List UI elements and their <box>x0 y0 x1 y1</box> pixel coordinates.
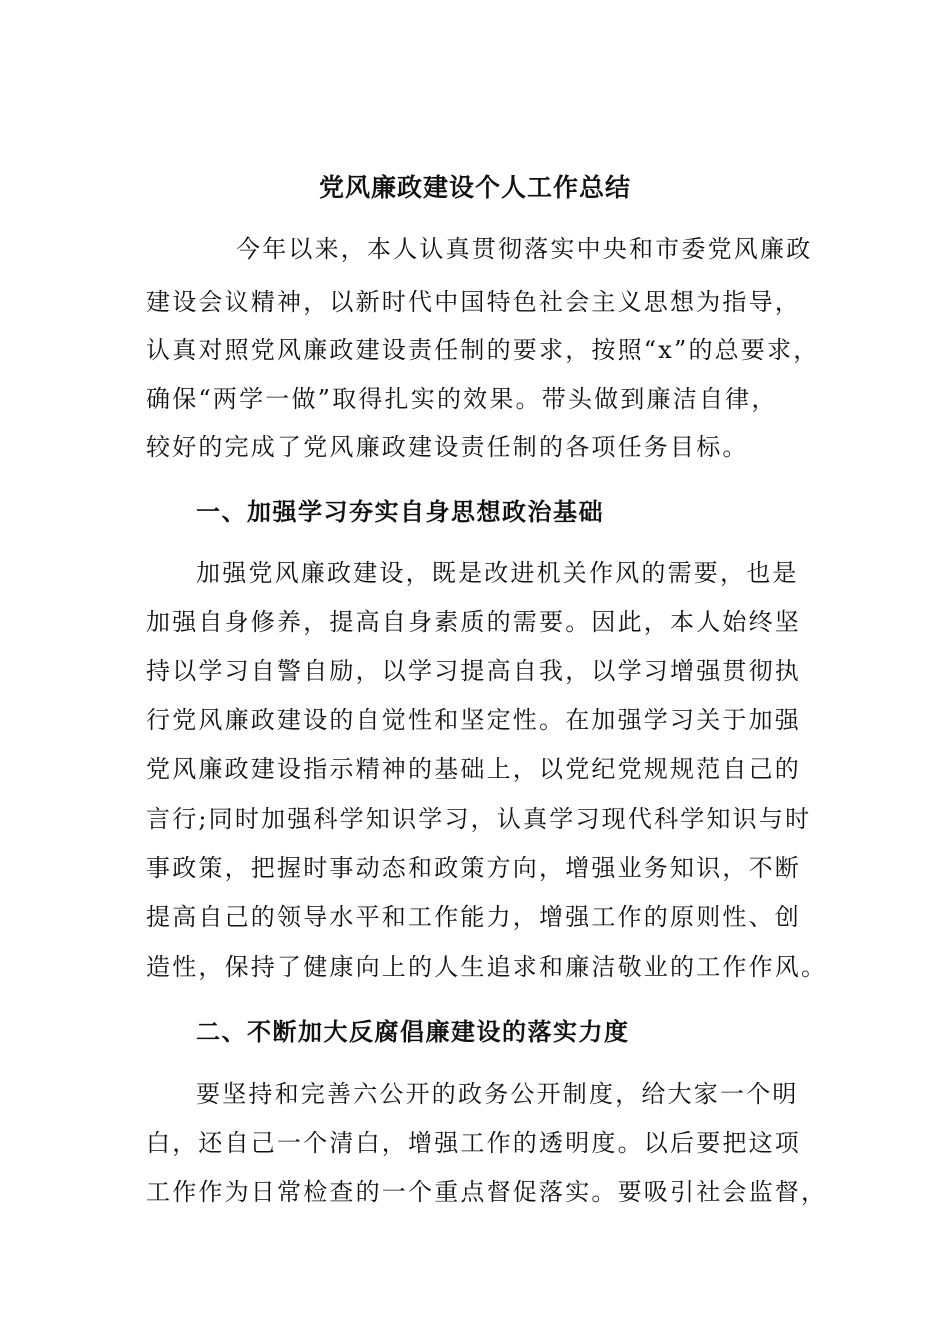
section1-line-6: 言行;同时加强科学知识学习，认真学习现代科学知识与时 <box>146 805 812 833</box>
section1-line-9: 造性，保持了健康向上的人生追求和廉洁敬业的工作作风。 <box>146 953 828 981</box>
intro-line-2: 建设会议精神，以新时代中国特色社会主义思想为指导， <box>146 288 801 316</box>
section1-line-1: 加强党风廉政建设，既是改进机关作风的需要，也是 <box>196 559 799 587</box>
section2-line-2: 白，还自己一个清白，增强工作的透明度。以后要把这项 <box>146 1129 801 1157</box>
section-heading-1: 一、加强学习夯实自身思想政治基础 <box>196 497 604 526</box>
intro-line-3: 认真对照党风廉政建设责任制的要求，按照“x”的总要求， <box>146 336 820 364</box>
intro-line-5: 较好的完成了党风廉政建设责任制的各项任务目标。 <box>146 433 749 461</box>
document-title: 党风廉政建设个人工作总结 <box>318 173 631 202</box>
section1-line-8: 提高自己的领导水平和工作能力，增强工作的原则性、创 <box>146 903 801 931</box>
section1-line-4: 行党风廉政建设的自觉性和坚定性。在加强学习关于加强 <box>146 706 801 734</box>
section1-line-7: 事政策，把握时事动态和政策方向，增强业务知识，不断 <box>146 854 801 882</box>
section1-line-5: 党风廉政建设指示精神的基础上，以党纪党规规范自己的 <box>146 755 801 783</box>
section1-line-2: 加强自身修养，提高自身素质的需要。因此，本人始终坚 <box>146 608 801 636</box>
section-heading-2: 二、不断加大反腐倡廉建设的落实力度 <box>196 1017 630 1046</box>
intro-line-1: 今年以来，本人认真贯彻落实中央和市委党风廉政 <box>236 235 813 263</box>
section2-line-3: 工作作为日常检查的一个重点督促落实。要吸引社会监督， <box>146 1178 828 1206</box>
section2-line-1: 要坚持和完善六公开的政务公开制度，给大家一个明 <box>196 1080 799 1108</box>
section1-line-3: 持以学习自警自励，以学习提高自我，以学习增强贯彻执 <box>146 657 801 685</box>
intro-line-4: 确保“两学一做”取得扎实的效果。带头做到廉洁自律， <box>146 385 778 413</box>
